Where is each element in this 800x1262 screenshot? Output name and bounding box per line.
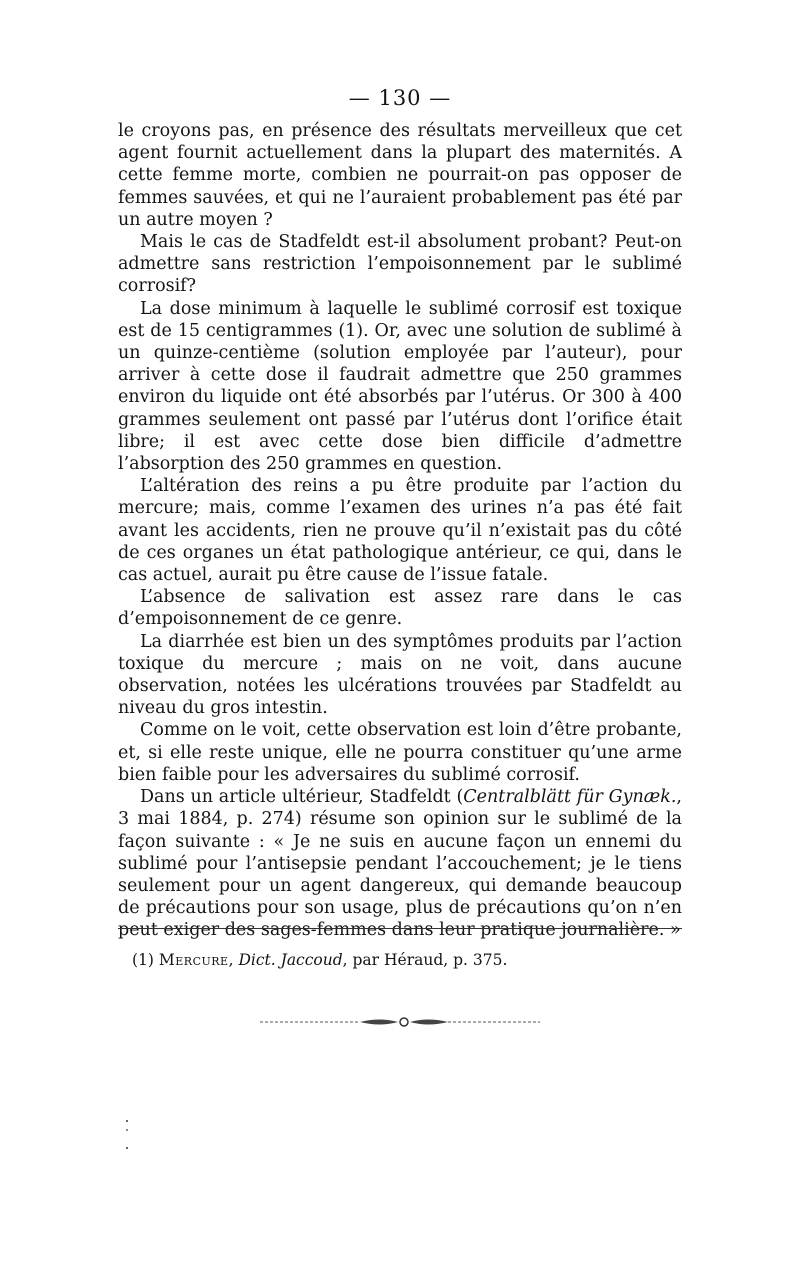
body-text [118, 120, 682, 942]
footnote-rest: , par Héraud, p. 375. [342, 951, 508, 969]
paragraph-5: L’absence de salivation est assez rare dans le cas d’empoisonnement de ce genre. [118, 587, 682, 630]
paragraph-7: Comme on le voit, cette observation est loin d’être probante, et, si elle reste unique, elle ne pourra constituer qu’une arme bien faible pour les adversaires du sublimé corrosif. [118, 720, 682, 785]
footnote-work: Dict. Jaccoud [238, 951, 343, 969]
paragraph-4: L’altération des reins a pu être produite par l’action du mercure; mais, comme l’examen des urines n’a pas été fait avant les accidents, rien ne prouve qu’il n’existait pas du côté de ces organes un état pathologique antérieur, ce qui, dans le cas actuel, aurait pu être cause de l’issue fatale. [118, 476, 682, 586]
footnote-separator: , [228, 951, 239, 969]
footnote-marker: (1) [132, 951, 154, 969]
paragraph-8-before: Dans un article ultérieur, Stadfeldt ( [140, 787, 464, 808]
paragraph-2: Mais le cas de Stadfeldt est-il absolument probant? Peut-on admettre sans restriction l’empoisonnement par le sublimé corrosif? [118, 232, 682, 297]
paragraph-6: La diarrhée est bien un des symptômes produits par l’action toxique du mercure ; mais on ne voit, dans aucune observation, notées les ulcérations trouvées par Stadfeldt au niveau du gros intestin. [118, 631, 682, 719]
citation-centralblatt: Centralblätt für Gynæk. [463, 787, 677, 808]
paragraph-8-after: , 3 mai 1884, p. 274) résume son opinion sur le sublimé de la façon suivante : « Je ne suis en aucune façon un ennemi du sublimé pour l’antisepsie pendant l’accouchement; je le tiens seulement pour un agent dangereux, qui demande beaucoup de précautions pour son usage, plus de précautions qu’on n’en peut exiger des sages-femmes dans leur pratique journalière. » [118, 787, 682, 941]
page-number: — 130 — [348, 86, 452, 110]
ornament-divider [260, 1016, 540, 1028]
footnote-author: Mercure [158, 951, 229, 969]
paragraph-1: le croyons pas, en présence des résultats merveilleux que cet agent fournit actuellement dans la plupart des maternités. A cette femme morte, combien ne pourrait-on pas opposer de femmes sauvées, et qui ne l’auraient probablement pas été par un autre moyen ? [118, 121, 682, 230]
footnote-rule [118, 928, 682, 929]
margin-specks [124, 1118, 130, 1152]
paragraph-8 [118, 786, 682, 941]
footnote [132, 950, 672, 970]
paragraph-3: La dose minimum à laquelle le sublimé corrosif est toxique est de 15 centigrammes (1). Or, avec une solution de sublimé à un quinze-centième (solution employée par l’auteur), pour arriver à cette dose il faudrait admettre que 250 grammes environ du liquide ont été absorbés par l’utérus. Or 300 à 400 grammes seulement ont passé par l’utérus dont l’orifice était libre; il est avec cette dose bien difficile d’admettre l’absorption des 250 grammes en question. [118, 298, 682, 475]
